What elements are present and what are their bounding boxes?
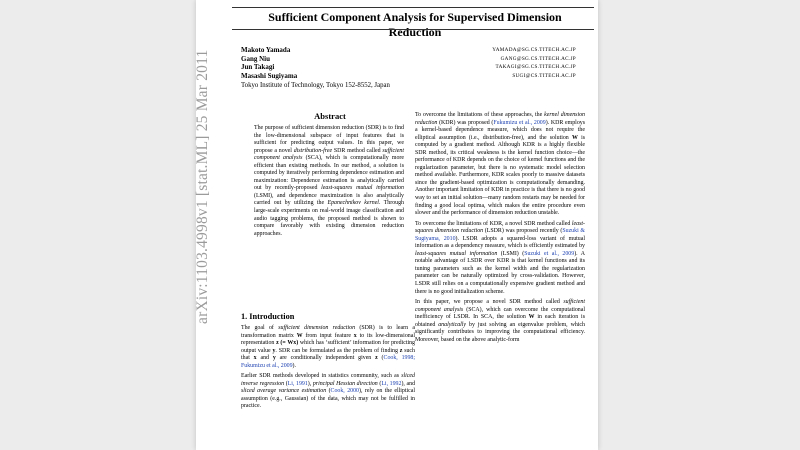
- citation-link[interactable]: Suzuki & Sugiyama, 2010: [415, 228, 585, 242]
- author-email: SUGI@CS.TITECH.AC.JP: [512, 72, 576, 79]
- abstract-heading: Abstract: [314, 111, 346, 121]
- citation-link[interactable]: Cook, 2000: [330, 388, 359, 395]
- title-bottom-rule: [232, 29, 594, 30]
- section-heading-introduction: 1. Introduction: [241, 312, 295, 321]
- paper-title: Sufficient Component Analysis for Supervised Dimension Reduction: [268, 10, 562, 39]
- paragraph: In this paper, we propose a novel SDR method called sufficient component analysis (SCA), which can overcome the computational inefficiency of LSDR. In SCA, the solution W in each iteration is obtained analytically by just solving an eigenvalue problem, which significantly contributes to improving the computational efficiency. Moreover, based on the above analytic-form: [415, 299, 585, 343]
- citation-link[interactable]: Fukumizu et al., 2009: [493, 119, 546, 126]
- paper-page: [196, 0, 598, 450]
- author-email: TAKAGI@SG.CS.TITECH.AC.JP: [495, 64, 576, 71]
- author-email: GANG@SG.CS.TITECH.AC.JP: [500, 55, 576, 62]
- author-name: Makoto Yamada: [241, 46, 291, 54]
- paragraph: The goal of sufficient dimension reduction (SDR) is to learn a transformation matrix W from input feature x to its low-dimensional representation z (= Wx) which has ‘sufficient’ information for predicting output value y. SDR can be formulated as the problem of finding z such that x and y are conditionally independent given z (Cook, 1998; Fukumizu et al., 2009).: [241, 325, 416, 369]
- citation-link[interactable]: Cook, 1998; Fukumizu et al., 2009: [241, 355, 416, 369]
- affiliation: Tokyo Institute of Technology, Tokyo 152-8552, Japan: [241, 82, 390, 89]
- left-column-text: [241, 325, 415, 414]
- citation-link[interactable]: Li, 1991: [287, 380, 308, 387]
- author-email: YAMADA@SG.CS.TITECH.AC.JP: [492, 47, 576, 53]
- email-list: [492, 46, 576, 80]
- paragraph: To overcome the limitations of KDR, a novel SDR method called least-squares dimension reduction (LSDR) was proposed recently (Suzuki & Sugiyama, 2010). LSDR adopts a squared-loss variant of mutual information as a dependency measure, which is efficiently estimated by least-squares mutual information (LSMI) (Suzuki et al., 2009). A notable advantage of LSDR over KDR is that kernel functions and its tuning parameters such as the kernel width and the regularization parameter can be naturally optimized by cross-validation. However, LSDR still relies on a computationally expensive gradient method and there is no good initialization scheme.: [415, 220, 586, 295]
- right-column-text: [415, 112, 585, 347]
- paragraph: To overcome the limitations of these approaches, the kernel dimension reduction (KDR) was proposed (Fukumizu et al., 2009). KDR employs a kernel-based dependence measure, which does not require the elliptical assumption (i.e., distribution-free), and the solution W is computed by a gradient method. Although KDR is a highly flexible SDR method, its critical weakness is the kernel function choice—the performance of KDR depends on the choice of kernel functions and the regularization parameter, but there is no systematic model selection method available. Furthermore, KDR scales poorly to massive datasets since the gradient-based optimization is computationally demanding. Another important limitation of KDR in practice is that there is no good way to set an initial solution—many random restarts may be needed for finding a good local optima, which makes the entire procedure even slower and the performance of dimension reduction unstable.: [415, 112, 586, 217]
- title-top-rule: [232, 7, 594, 8]
- author-list: [241, 46, 297, 80]
- author-name: Jun Takagi: [241, 63, 275, 72]
- arxiv-stamp: arXiv:1103.4998v1 [stat.ML] 25 Mar 2011: [194, 49, 211, 324]
- citation-link[interactable]: Li, 1992: [381, 380, 402, 387]
- paragraph: Earlier SDR methods developed in statistics community, such as sliced inverse regression (Li, 1991), principal Hessian direction (Li, 1992), and sliced average variance estimation (Cook, 2000), rely on the elliptical assumption (e.g., Gaussian) of the data, which may not be fulfilled in practice.: [241, 373, 416, 410]
- author-name: Masashi Sugiyama: [241, 71, 298, 80]
- abstract-body: The purpose of sufficient dimension reduction (SDR) is to find the low-dimensional subspace of input features that is sufficient for predicting output values. In this paper, we propose a novel distribution-free SDR method called sufficient component analysis (SCA), which is computationally more efficient than existing methods. In our method, a solution is computed by iteratively performing dependence estimation and maximization: Dependence estimation is analytically carried out by recently-proposed least-squares mutual information (LSMI), and dependence maximization is also analytically carried out by utilizing the Epanechnikov kernel. Through large-scale experiments on real-world image classification and audio tagging problems, the proposed method is shown to compare favorably with existing dimension reduction approaches.: [254, 125, 404, 237]
- citation-link[interactable]: Suzuki et al., 2009: [524, 250, 575, 257]
- author-name: Gang Niu: [241, 54, 270, 63]
